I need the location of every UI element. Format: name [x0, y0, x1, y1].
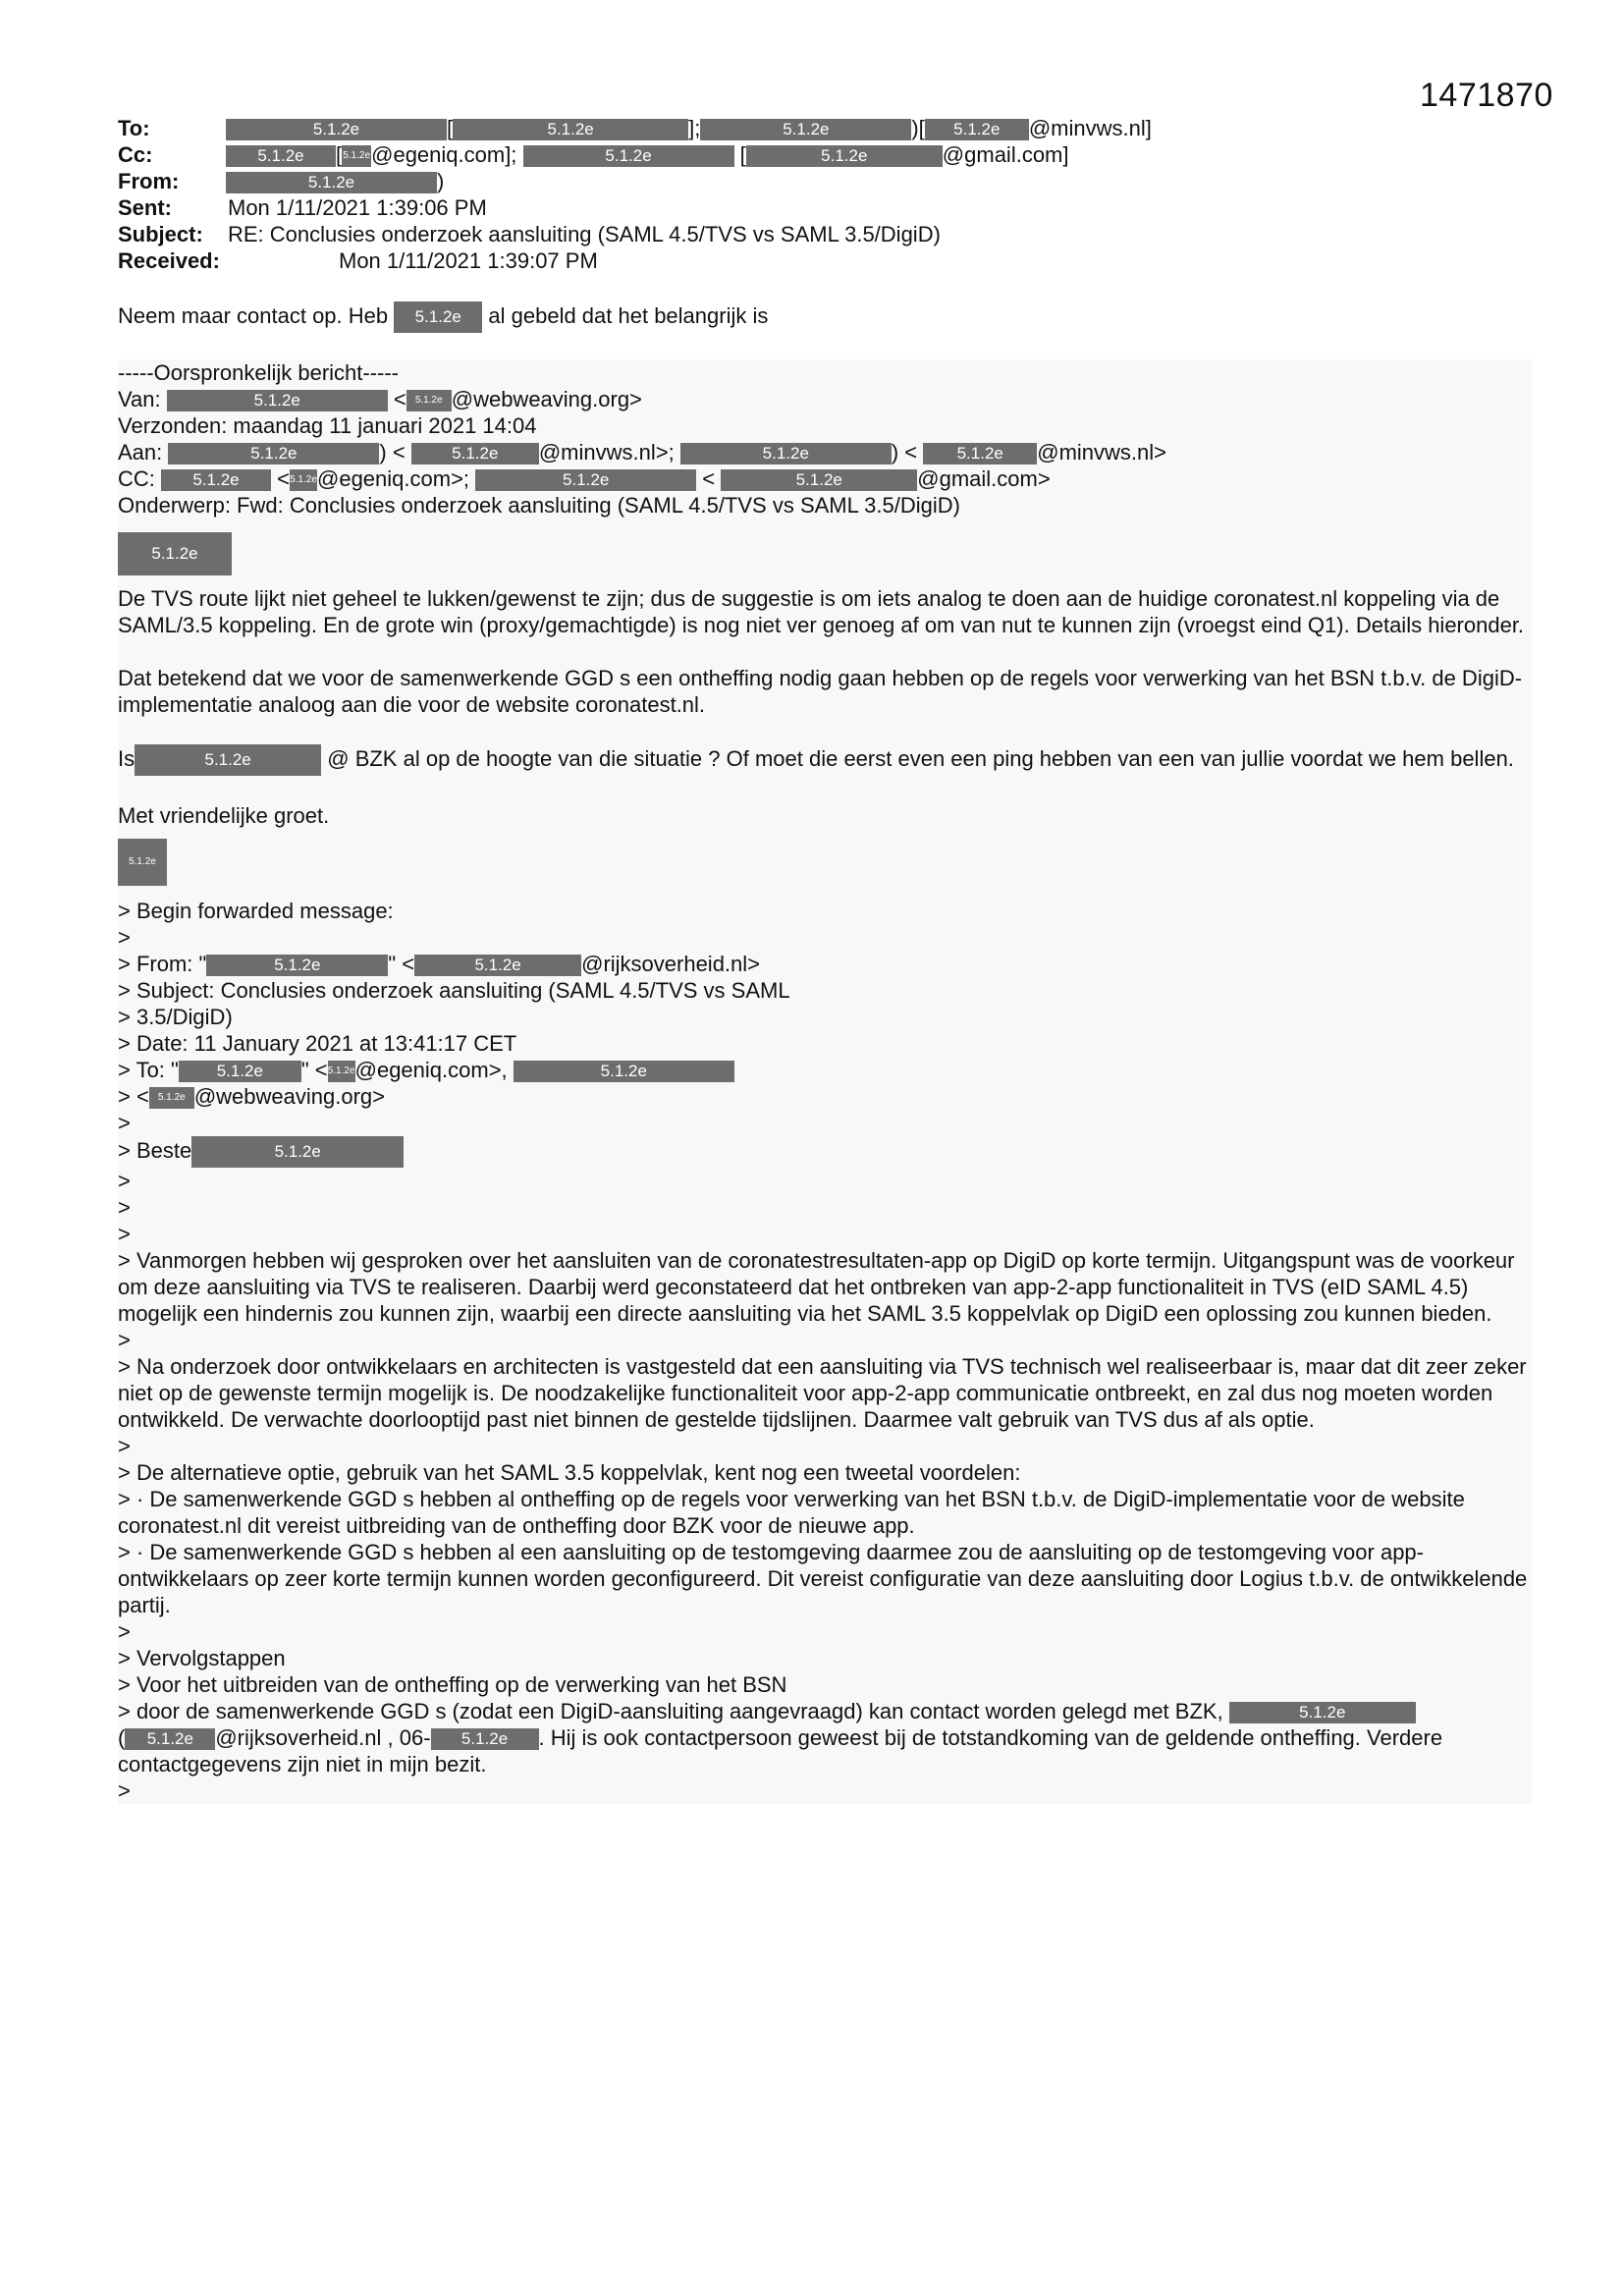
received-value: Mon 1/11/2021 1:39:07 PM	[339, 248, 598, 273]
redaction: 5.1.2e	[118, 839, 167, 886]
fwd-begin: > Begin forwarded message:	[118, 899, 394, 923]
orig-groet: Met vriendelijke groet.	[118, 803, 330, 828]
fwd-v2: > door de samenwerkende GGD s (zodat een DigiD-aansluiting aangevraagd) kan contact worden gelegd met BZK, 5.1.2e	[118, 1698, 1532, 1724]
redaction: 5.1.2e	[149, 1087, 194, 1109]
quote-marker: >	[118, 1169, 131, 1193]
fwd-para1: > Vanmorgen hebben wij gesproken over het aansluiten van de coronatestresultaten-app op DigiD op korte termijn. Uitgangspunt was de voorkeur om deze aansluiting via TVS te realiseren. Daarbij werd geconstateerd dat het ontbreken van app-2-app functionaliteit in TVS (eID SAML 4.5) mogelijk een hindernis zou kunnen zijn, waarbij een directe aansluiting via het SAML 3.5 koppelvlak op DigiD een oplossing zou kunnen bieden.	[118, 1248, 1515, 1326]
orig-para2: Dat betekend dat we voor de samenwerkende GGD s een ontheffing nodig gaan hebben op de regels voor verwerking van het BSN t.b.v. de DigiD-implementatie analoog aan die voor de website coronatest.nl.	[118, 666, 1523, 717]
redaction: 5.1.2e	[1229, 1702, 1416, 1723]
fwd-bullet-1: > · De samenwerkende GGD s hebben al ontheffing op de regels voor verwerking van het BSN t.b.v. de DigiD-implementatie voor de website coronatest.nl dit vereist uitbreiding van de ontheffing door BZK voor de nieuwe app.	[118, 1487, 1465, 1538]
redaction: 5.1.2e	[700, 119, 911, 140]
cc-egeniq: @egeniq.com];	[371, 142, 517, 167]
fwd-v3: ( 5.1.2e @rijksoverheid.nl , 06- 5.1.2e . Hij is ook contactpersoon geweest bij de totstandkoming van de geldende ontheffing. Verdere contactgegevens zijn niet in mijn bezit.	[118, 1725, 1443, 1777]
cc-gmail: @gmail.com]	[942, 142, 1069, 167]
quote-marker: >	[118, 1328, 131, 1352]
redaction: 5.1.2e	[523, 145, 734, 167]
email-body	[118, 301, 1532, 1804]
fwd-from: > From: " 5.1.2e " < 5.1.2e @rijksoverheid.nl>	[118, 952, 761, 976]
redaction: 5.1.2e	[406, 390, 452, 411]
redaction: 5.1.2e	[721, 469, 917, 491]
orig-para3: Is 5.1.2e @ BZK al op de hoogte van die situatie ? Of moet die eerst even een ping hebben van een van jullie voordat we hem bellen.	[118, 744, 1532, 776]
redaction: 5.1.2e	[191, 1136, 404, 1168]
sent-value: Mon 1/11/2021 1:39:06 PM	[228, 195, 487, 220]
redaction: 5.1.2e	[226, 145, 336, 167]
redaction: 5.1.2e	[167, 390, 388, 411]
quote-marker: >	[118, 1195, 131, 1220]
orig-cc: CC: 5.1.2e <5.1.2e@egeniq.com>; 5.1.2e < 5.1.2e @gmail.com>	[118, 466, 1051, 491]
to-label: To:	[118, 116, 150, 140]
redaction: 5.1.2e	[411, 443, 539, 465]
forwarded-message	[118, 898, 1532, 1804]
redaction: 5.1.2e	[414, 955, 581, 976]
quote-marker: >	[118, 1222, 131, 1246]
cc-label: Cc:	[118, 142, 153, 167]
redaction: 5.1.2e	[342, 145, 371, 167]
redaction: 5.1.2e	[125, 1728, 215, 1750]
quote-marker: >	[118, 1778, 131, 1803]
redaction: 5.1.2e	[746, 145, 943, 167]
redaction: 5.1.2e	[680, 443, 892, 465]
subject-label: Subject:	[118, 222, 203, 246]
redaction: 5.1.2e	[135, 744, 321, 776]
orig-aan: Aan: 5.1.2e ) < 5.1.2e @minvws.nl>; 5.1.2e ) < 5.1.2e @minvws.nl>	[118, 440, 1166, 465]
redaction: 5.1.2e	[206, 955, 388, 976]
redaction: 5.1.2e	[226, 119, 447, 140]
redaction: 5.1.2e	[328, 1061, 355, 1082]
fwd-bullet-2: > · De samenwerkende GGD s hebben al een aansluiting op de testomgeving daarmee zou de aansluiting op de testomgeving voor app-ontwikkelaars op zeer korte termijn kunnen worden geconfigureerd. Dit vereist configuratie van deze aansluiting door Logius t.b.v. de ontwikkelende partij.	[118, 1540, 1528, 1617]
redaction: 5.1.2e	[453, 119, 688, 140]
redaction: 5.1.2e	[394, 301, 482, 333]
fwd-para2: > Na onderzoek door ontwikkelaars en architecten is vastgesteld dat een aansluiting via TVS technisch wel realiseerbaar is, maar dat dit zeer zeker niet op de gewenste termijn mogelijk is. De noodzakelijke functionaliteit voor app-2-app communicatie ontbreekt, en zal dus nog moeten worden ontwikkeld. De verwachte doorlooptijd past niet binnen de gestelde tijdslijnen. Daarmee valt gebruik van TVS dus af als optie.	[118, 1354, 1527, 1432]
quote-marker: >	[118, 1434, 131, 1458]
fwd-to: > To: " 5.1.2e " <5.1.2e@egeniq.com>, 5.1.2e	[118, 1057, 1532, 1083]
reply-line: Neem maar contact op. Heb 5.1.2e al gebeld dat het belangrijk is	[118, 301, 1532, 333]
fwd-subject-1: > Subject: Conclusies onderzoek aansluiting (SAML 4.5/TVS vs SAML	[118, 978, 790, 1003]
redaction: 5.1.2e	[168, 443, 379, 465]
redaction: 5.1.2e	[514, 1061, 734, 1082]
redaction: 5.1.2e	[118, 532, 232, 575]
orig-van: Van: 5.1.2e < 5.1.2e @webweaving.org>	[118, 387, 642, 411]
orig-title: -----Oorspronkelijk bericht-----	[118, 360, 400, 385]
fwd-date: > Date: 11 January 2021 at 13:41:17 CET	[118, 1031, 517, 1056]
fwd-subject-2: > 3.5/DigiD)	[118, 1005, 233, 1029]
fwd-beste: > Beste 5.1.2e	[118, 1136, 1532, 1168]
redaction: 5.1.2e	[925, 119, 1029, 140]
redaction: 5.1.2e	[226, 172, 437, 193]
redaction: 5.1.2e	[475, 469, 696, 491]
fwd-to-2: > < 5.1.2e @webweaving.org>	[118, 1084, 385, 1109]
document-id: 1471870	[1420, 77, 1553, 114]
original-message	[118, 359, 1532, 1804]
redaction: 5.1.2e	[290, 469, 317, 491]
to-domain: @minvws.nl]	[1028, 116, 1152, 140]
redaction: 5.1.2e	[431, 1728, 539, 1750]
orig-onderwerp: Onderwerp: Fwd: Conclusies onderzoek aansluiting (SAML 4.5/TVS vs SAML 3.5/DigiD)	[118, 493, 960, 518]
fwd-para3: > De alternatieve optie, gebruik van het SAML 3.5 koppelvlak, kent nog een tweetal voordelen:	[118, 1460, 1021, 1485]
quote-marker: >	[118, 925, 131, 950]
subject-value: RE: Conclusies onderzoek aansluiting (SAML 4.5/TVS vs SAML 3.5/DigiD)	[228, 222, 941, 246]
orig-para1: De TVS route lijkt niet geheel te lukken/gewenst te zijn; dus de suggestie is om iets analog te doen aan de huidige coronatest.nl koppeling via de SAML/3.5 koppeling. En de grote win (proxy/gemachtigde) is nog niet ver genoeg af om van nut te kunnen zijn (vroegst eind Q1). Details hieronder.	[118, 586, 1525, 637]
orig-verzonden: Verzonden: maandag 11 januari 2021 14:04	[118, 413, 537, 438]
redaction: 5.1.2e	[923, 443, 1037, 465]
received-label: Received:	[118, 248, 220, 273]
redaction: 5.1.2e	[179, 1061, 301, 1082]
quote-marker: >	[118, 1111, 131, 1135]
fwd-v1: > Voor het uitbreiden van de ontheffing op de verwerking van het BSN	[118, 1672, 787, 1697]
quote-marker: >	[118, 1619, 131, 1644]
from-label: From:	[118, 169, 180, 193]
redaction: 5.1.2e	[161, 469, 271, 491]
sent-label: Sent:	[118, 195, 172, 220]
fwd-vervolg: > Vervolgstappen	[118, 1646, 286, 1670]
